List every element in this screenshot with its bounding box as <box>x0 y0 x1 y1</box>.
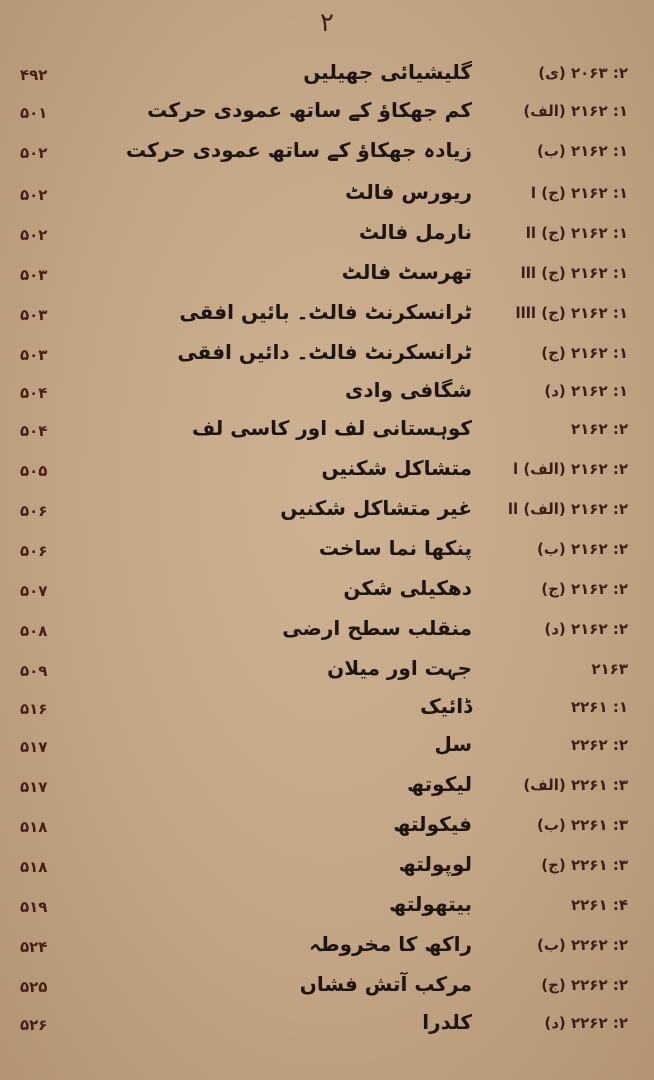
toc-entry <box>0 654 654 690</box>
toc-entry-section: ۳: ۲۲۶۱ (الف) <box>523 776 628 794</box>
toc-entry-page: ۵۰۴ <box>20 422 48 440</box>
toc-entry-section: ۳: ۲۲۶۱ (ب) <box>536 816 628 834</box>
toc-entry <box>0 810 654 846</box>
toc-entry-title: منقلب سطح ارضی <box>282 616 472 640</box>
toc-entry-section: ۲: ۲۱۶۲ (الف) اا <box>507 500 628 518</box>
toc-entry-page: ۵۲۴ <box>20 938 48 956</box>
toc-entry-title: متشاکل شکنیں <box>321 456 472 480</box>
toc-entry-page: ۵۱۸ <box>20 858 48 876</box>
toc-entry-page: ۵۰۵ <box>20 462 48 480</box>
toc-entry <box>0 414 654 450</box>
toc-entry-section: ۲: ۲۱۶۲ (د) <box>544 620 628 638</box>
toc-entry <box>0 218 654 254</box>
toc-entry-section: ۲: ۲۱۶۲ <box>570 420 628 438</box>
toc-entry <box>0 258 654 294</box>
toc-entry-title: راکھ کا مخروطہ <box>309 932 472 956</box>
toc-entry-title: پنکھا نما ساخت <box>318 536 472 560</box>
toc-entry-section: ۲: ۲۲۶۲ (ب) <box>536 936 628 954</box>
toc-entry-section: ۱: ۲۱۶۲ (ب) <box>536 142 628 160</box>
toc-entry-page: ۵۰۶ <box>20 502 48 520</box>
toc-entry-section: ۱: ۲۱۶۲ (ج) اا <box>525 224 628 242</box>
toc-entry-page: ۵۰۲ <box>20 226 48 244</box>
toc-entry-page: ۵۰۲ <box>20 186 48 204</box>
toc-entry <box>0 58 654 94</box>
toc-entry-title: زیادہ جھکاؤ کے ساتھ عمودی حرکت <box>125 138 472 162</box>
toc-entry-page: ۴۹۲ <box>20 66 48 84</box>
toc-entry-page: ۵۱۸ <box>20 818 48 836</box>
toc-entry-page: ۵۲۶ <box>20 1016 48 1034</box>
toc-entry-section: ۱: ۲۱۶۲ (د) <box>544 382 628 400</box>
toc-entry-page: ۵۰۴ <box>20 384 48 402</box>
toc-entry-page: ۵۰۲ <box>20 144 48 162</box>
toc-entry-page: ۵۰۳ <box>20 306 48 324</box>
toc-entry-page: ۵۱۷ <box>20 738 48 756</box>
toc-entry-title: فیکولتھ <box>393 812 472 836</box>
toc-entry-page: ۵۰۳ <box>20 346 48 364</box>
toc-entry <box>0 574 654 610</box>
toc-entry-section: ۳: ۲۲۶۱ (ج) <box>541 856 628 874</box>
toc-entry-page: ۵۱۹ <box>20 898 48 916</box>
toc-entry-title: سل <box>434 732 472 756</box>
toc-entry-title: ٹرانسکرنٹ فالٹ۔ دائیں افقی <box>177 340 472 364</box>
toc-entry-title: کلدرا <box>422 1010 472 1034</box>
toc-entry <box>0 890 654 926</box>
toc-entry-title: کم جھکاؤ کے ساتھ عمودی حرکت <box>147 98 472 122</box>
toc-entry-section: ۲: ۲۲۶۲ (ج) <box>541 976 628 994</box>
toc-entry-title: کوہستانی لف اور کاسی لف <box>191 416 472 440</box>
toc-entry-title: ڈائیک <box>420 694 472 718</box>
toc-entry-title: لوپولتھ <box>398 852 472 876</box>
toc-entry-page: ۵۰۳ <box>20 266 48 284</box>
toc-entry-page: ۵۰۶ <box>20 542 48 560</box>
toc-entry-page: ۵۰۱ <box>20 104 48 122</box>
toc-entry <box>0 136 654 172</box>
toc-entry <box>0 338 654 374</box>
toc-entry-section: ۲: ۲۱۶۲ (ج) <box>541 580 628 598</box>
toc-entry-section: ۲: ۲۲۶۲ <box>570 736 628 754</box>
toc-entry-page: ۵۰۸ <box>20 622 48 640</box>
toc-entry-title: دھکیلی شکن <box>343 576 472 600</box>
toc-entry-title: غیر متشاکل شکنیں <box>280 496 472 520</box>
toc-entry-title: ٹرانسکرنٹ فالٹ۔ بائیں افقی <box>179 300 472 324</box>
toc-entry <box>0 298 654 334</box>
toc-entry-title: نارمل فالٹ <box>358 220 472 244</box>
toc-entry <box>0 770 654 806</box>
toc-entry-section: ۱: ۲۱۶۲ (ج) اااا <box>515 304 628 322</box>
toc-entry-title: جہت اور میلان <box>327 656 472 680</box>
toc-entry-section: ۴: ۲۲۶۱ <box>570 896 628 914</box>
toc-entry-title: شگافی وادی <box>345 378 472 402</box>
toc-entry-title: مرکب آتش فشاں <box>299 972 472 996</box>
toc-entry <box>0 376 654 412</box>
toc-entry-page: ۵۱۷ <box>20 778 48 796</box>
toc-entry-section: ۲: ۲۱۶۲ (الف) ا <box>513 460 628 478</box>
toc-entry-page: ۵۰۹ <box>20 662 48 680</box>
toc-entry-section: ۲: ۲۰۶۳ (ی) <box>538 64 628 82</box>
toc-entry-section: ۱: ۲۱۶۲ (ج) <box>541 344 628 362</box>
toc-entry <box>0 494 654 530</box>
toc-entry-section: ۱: ۲۱۶۲ (ج) ا <box>530 184 628 202</box>
toc-entry-page: ۵۰۷ <box>20 582 48 600</box>
toc-entry <box>0 96 654 132</box>
toc-entry-title: گلیشیائی جھیلیں <box>303 60 472 84</box>
toc-entry <box>0 692 654 728</box>
toc-entry-page: ۵۱۶ <box>20 700 48 718</box>
toc-entry-section: ۱: ۲۱۶۲ (الف) <box>523 102 628 120</box>
toc-entry-title: لیکوتھ <box>407 772 472 796</box>
toc-entry <box>0 534 654 570</box>
toc-entry-section: ۱: ۲۲۶۱ <box>570 698 628 716</box>
toc-entry-section: ۲: ۲۲۶۲ (د) <box>544 1014 628 1032</box>
toc-entry <box>0 850 654 886</box>
toc-entry <box>0 454 654 490</box>
toc-entry-page: ۵۲۵ <box>20 978 48 996</box>
page-number: ۲ <box>320 8 334 38</box>
toc-entry-title: تھرسٹ فالٹ <box>341 260 472 284</box>
toc-entry-section: ۲: ۲۱۶۲ (ب) <box>536 540 628 558</box>
toc-entry <box>0 1008 654 1044</box>
toc-entry <box>0 178 654 214</box>
toc-entry-title: ریورس فالٹ <box>345 180 472 204</box>
toc-entry <box>0 930 654 966</box>
toc-entry-section: ۲۱۶۳ <box>591 660 628 678</box>
toc-entry-section: ۱: ۲۱۶۲ (ج) ااا <box>520 264 628 282</box>
toc-entry <box>0 614 654 650</box>
toc-entry <box>0 730 654 766</box>
toc-entry <box>0 970 654 1006</box>
toc-entry-title: بیتھولتھ <box>389 892 472 916</box>
